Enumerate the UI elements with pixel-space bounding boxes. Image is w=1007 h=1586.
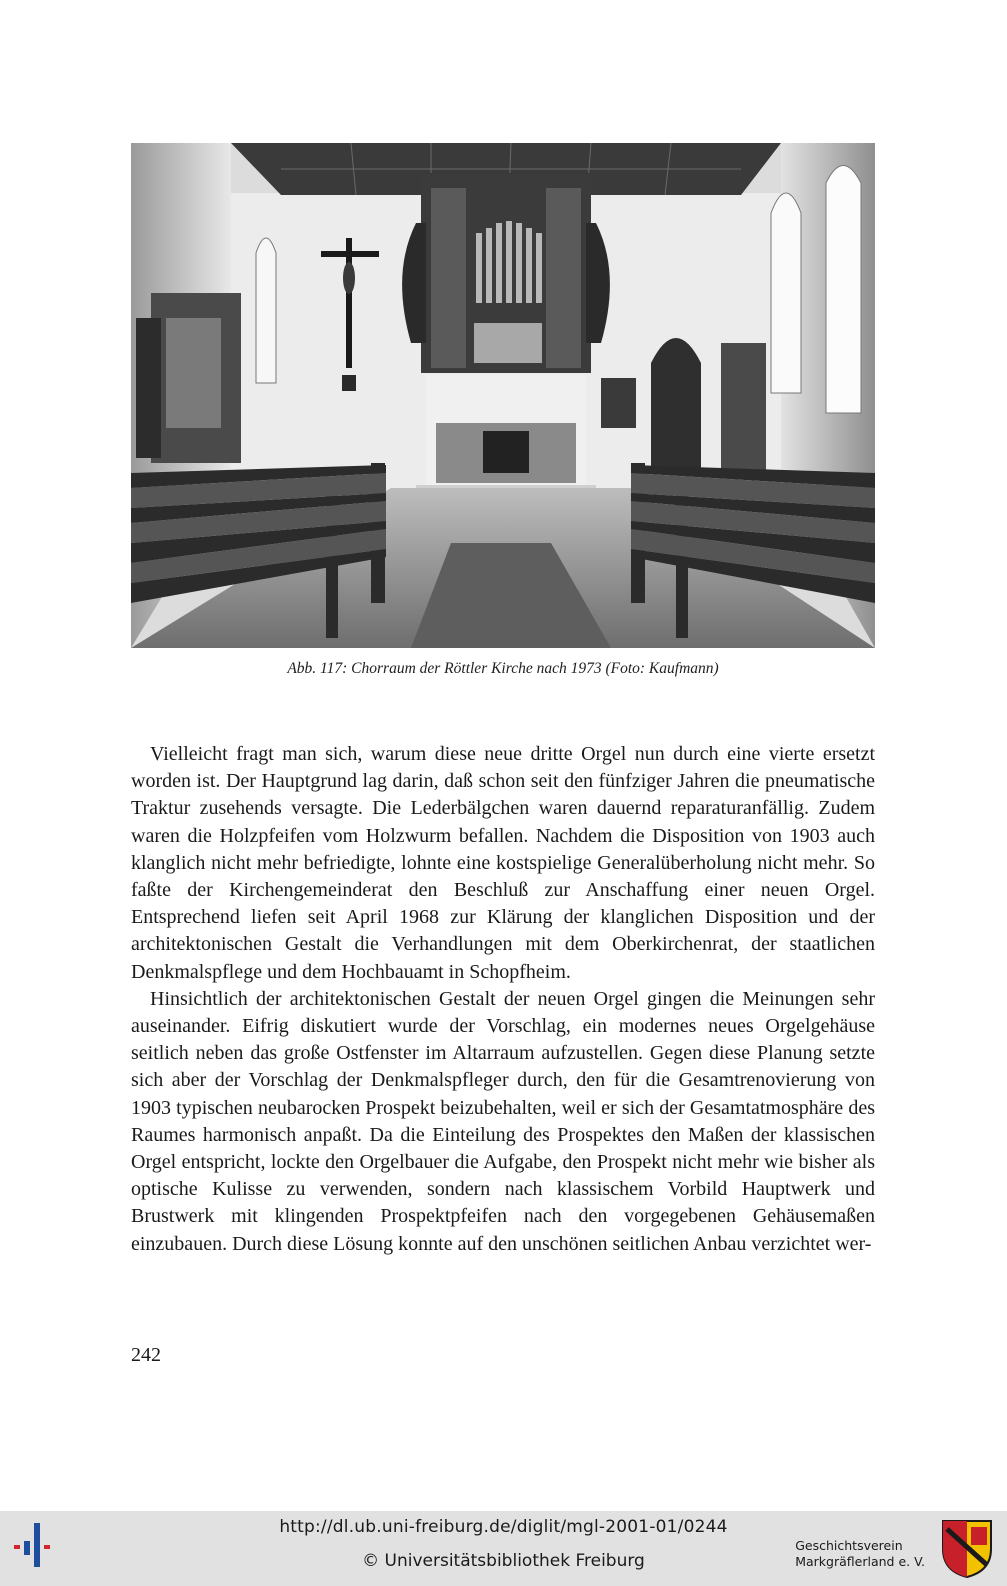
- footer-bar: [0, 1511, 1007, 1586]
- page-number: 242: [131, 1344, 161, 1366]
- copyright-notice: © Universitätsbibliothek Freiburg: [362, 1551, 645, 1571]
- body-text: [131, 741, 875, 1258]
- document-url-link[interactable]: http://dl.ub.uni-freiburg.de/diglit/mgl-2001-01/0244: [279, 1517, 728, 1537]
- society-name-line1: Geschichtsverein: [795, 1538, 903, 1553]
- society-name: [795, 1538, 925, 1570]
- figure-caption: Abb. 117: Chorraum der Röttler Kirche nach 1973 (Foto: Kaufmann): [287, 660, 719, 677]
- society-name-line2: Markgräflerland e. V.: [795, 1554, 925, 1569]
- paragraph-1: Vielleicht fragt man sich, warum diese neue dritte Orgel nun durch eine vierte ersetzt worden ist. Der Hauptgrund lag darin, daß schon seit den fünfziger Jahren die pneumatische Traktur zusehends versagte. Die Lederbälgchen waren dauernd reparaturanfällig. Zudem waren die Holzpfeifen vom Holzwurm befallen. Nachdem die Disposition von 1903 auch klanglich nicht mehr befriedigte, lohnte eine kostspielige Generalüberholung nicht mehr. So faßte der Kirchengemeinderat den Beschluß zur Anschaffung einer neuen Orgel. Entsprechend liefen seit April 1968 zur Klärung der klanglichen Disposition und der architektonischen Gestalt die Verhandlungen mit dem Oberkirchenrat, der staatlichen Denkmalspflege und dem Hochbauamt in Schopfheim.: [131, 743, 875, 983]
- coat-of-arms-icon: [941, 1519, 993, 1579]
- church-interior-illustration: [131, 143, 875, 648]
- paragraph-2: Hinsichtlich der architektonischen Gestalt der neuen Orgel gingen die Meinungen sehr auseinander. Eifrig diskutiert wurde der Vorschlag, ein modernes neues Orgelgehäuse seitlich neben das große Ostfenster im Altarraum aufzustellen. Gegen diese Planung setzte sich aber der Vorschlag der Denkmalspfleger durch, den für die Gesamtrenovierung von 1903 typischen neubarocken Prospekt beizubehalten, weil er sich der Gesamtatmosphäre des Raumes harmonisch anpaßt. Da die Einteilung des Prospektes den Maßen der klassischen Orgel entspricht, lockte den Orgelbauer die Aufgabe, den Prospekt nicht mehr wie bisher als optische Kulisse zu verwenden, sondern nach klassischem Vorbild Hauptwerk und Brustwerk mit klingenden Prospektpfeifen nach den vorgegebenen Gehäusemaßen einzubauen. Durch diese Lösung konnte auf den unschönen seitlichen Anbau verzichtet wer-: [131, 987, 875, 1255]
- church-interior-photo: [131, 143, 875, 648]
